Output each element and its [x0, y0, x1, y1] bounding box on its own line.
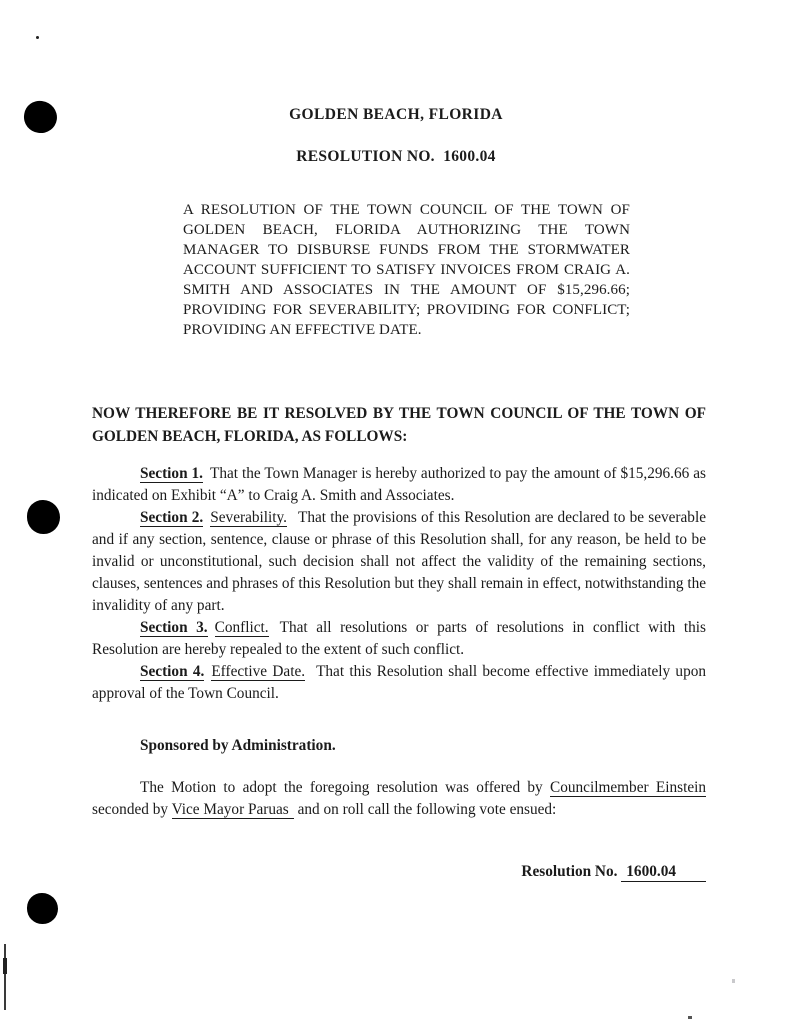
document-header: [0, 0, 792, 166]
section-4-heading: Effective Date.: [211, 663, 306, 681]
footer-label: Resolution No.: [521, 863, 618, 881]
preamble-paragraph: A RESOLUTION OF THE TOWN COUNCIL OF THE TOWN OF GOLDEN BEACH, FLORIDA AUTHORIZING THE TOWN MANAGER TO DISBURSE FUNDS FROM THE STORMWATER ACCOUNT SUFFICIENT TO SATISFY INVOICES FROM CRAIG A. SMITH AND ASSOCIATES IN THE AMOUNT OF $15,296.66; PROVIDING FOR SEVERABILITY; PROVIDING FOR CONFLICT; PROVIDING AN EFFECTIVE DATE.: [183, 202, 630, 338]
section-1-label: Section 1.: [140, 465, 204, 483]
motion-suffix: and on roll call the following vote ensued:: [293, 801, 557, 819]
section-1-body: That the Town Manager is hereby authorized to pay the amount of $15,296.66 as indicated on Exhibit “A” to Craig A. Smith and Associates.: [92, 465, 706, 505]
section-3-body: That all resolutions or parts of resolutions in conflict with this Resolution are hereby repealed to the extent of such conflict.: [92, 619, 707, 659]
doc-title: GOLDEN BEACH, FLORIDA: [289, 106, 503, 123]
section-1-paragraph: [92, 463, 706, 507]
resolution-number-heading: RESOLUTION NO. 1600.04: [296, 148, 496, 165]
section-2-body: That the provisions of this Resolution are declared to be severable and if any section, sentence, clause or phrase of this Resolution shall, for any reason, be held to be invalid or unconstitutional, such decision shall not affect the validity of the remaining sections, clauses, sentences and phrases of this Resolution but they shall remain in effect, notwithstanding the invalidity of any part.: [92, 509, 707, 615]
section-4-label: Section 4.: [140, 663, 205, 681]
scan-speck: [732, 979, 735, 983]
sponsor-line: Sponsored by Administration.: [140, 737, 336, 755]
motion-middle: seconded by: [92, 801, 172, 819]
motion-paragraph: [92, 777, 706, 821]
motion-offered-by: Councilmember Einstein: [550, 779, 707, 797]
section-4-paragraph: [92, 661, 706, 705]
motion-seconded-by: Vice Mayor Paruas: [172, 801, 294, 819]
scan-speck: [688, 1016, 692, 1019]
section-4-body: That this Resolution shall become effective immediately upon approval of the Town Council.: [92, 663, 707, 703]
section-2-heading: Severability.: [210, 509, 287, 527]
scan-speck: [36, 36, 39, 39]
section-3-heading: Conflict.: [214, 619, 269, 637]
footer-resolution-number: [92, 863, 706, 881]
document-body: [0, 200, 792, 881]
resolved-clause: NOW THEREFORE BE IT RESOLVED BY THE TOWN COUNCIL OF THE TOWN OF GOLDEN BEACH, FLORIDA, AS FOLLOWS:: [92, 405, 706, 445]
section-2-label: Section 2.: [140, 509, 204, 527]
section-3-label: Section 3.: [140, 619, 208, 637]
section-2-paragraph: [92, 507, 706, 617]
hole-punch-mark-bottom: [27, 893, 58, 924]
motion-prefix: The Motion to adopt the foregoing resolution was offered by: [140, 779, 551, 797]
hole-punch-mark-middle: [27, 500, 60, 534]
section-3-paragraph: [92, 617, 706, 661]
scan-edge-artifact: [4, 944, 6, 1010]
footer-number: 1600.04: [621, 863, 706, 882]
